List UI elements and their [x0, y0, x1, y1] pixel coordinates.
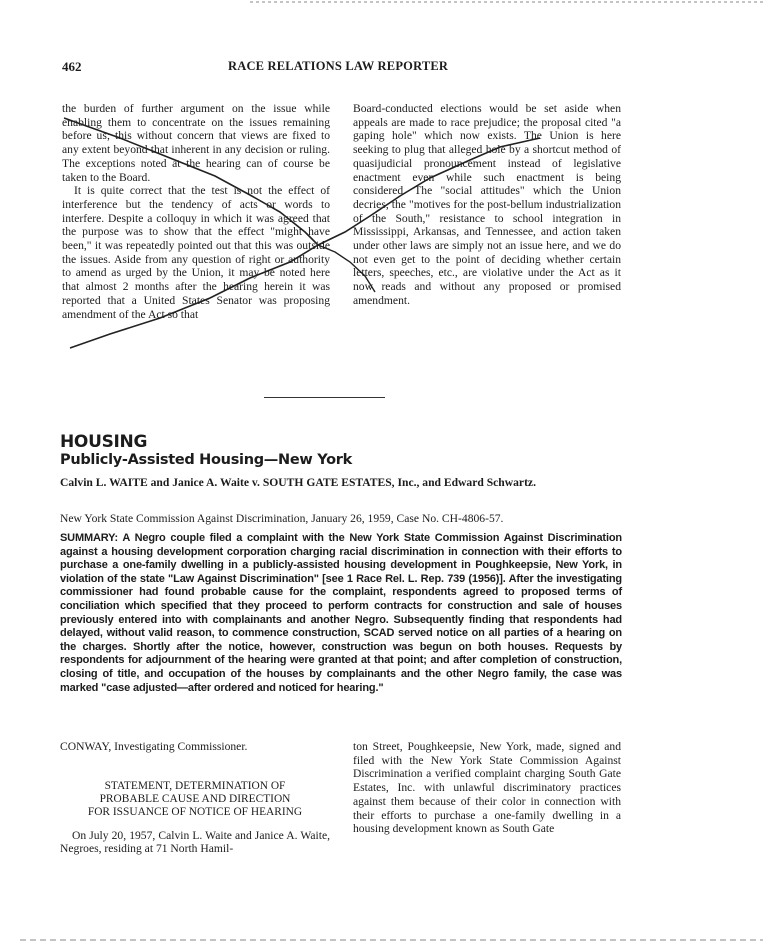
heading-line: FOR ISSUANCE OF NOTICE OF HEARING [87, 805, 303, 818]
section-subtitle: Publicly-Assisted Housing—New York [60, 452, 352, 468]
paragraph: the burden of further argument on the issue while enabling them to concentrate on the issues remaining before us; this without concern that views are fixed to any extent beyond that inherent in any decision or ruling. The exceptions noted at the hearing can of course be taken to the Board. [62, 102, 330, 184]
top-right-column [353, 102, 621, 308]
running-title: RACE RELATIONS LAW REPORTER [228, 59, 449, 73]
commission-line: New York State Commission Against Discrimination, January 26, 1959, Case No. CH-4806-57. [60, 512, 504, 525]
heading-line: STATEMENT, DETERMINATION OF [104, 779, 286, 792]
paragraph: On July 20, 1957, Calvin L. Waite and Janice A. Waite, Negroes, residing at 71 North Hamil- [60, 828, 330, 856]
heading-line: PROBABLE CAUSE AND DIRECTION [99, 792, 291, 805]
section-divider [264, 397, 385, 398]
case-caption: Calvin L. WAITE and Janice A. Waite v. SOUTH GATE ESTATES, Inc., and Edward Schwartz. [60, 476, 536, 489]
bottom-right-column [353, 740, 621, 836]
page-number: 462 [62, 59, 82, 74]
statement-heading [60, 780, 330, 819]
case-summary: SUMMARY: A Negro couple filed a complaint with the New York State Commission Against Discrimination against a housing development corporation charging racial discrimination in connection with their efforts to purchase a one-family dwelling in a publicly-assisted housing development in Poughkeepsie, New York, in violation of the state "Law Against Discrimination" [see 1 Race Rel. L. Rep. 739 (1956)]. After the investigating commissioner had found probable cause for the complaint, respondents agreed to proposed terms of conciliation which specified that they proceed to perform contracts for construction and sale of houses previously entered into with complainants and another Negro. Subsequently finding that respondents had delayed, without valid reason, to commence construction, SCAD served notice on all parties of a hearing on the charges. Shortly after the notice, however, construction was begun on both houses. Requests by respondents for adjournment of the hearing were granted at that point; and after completion of construction, closing of title, and occupation of the houses by complainants and the other Negro family, the case was marked "case adjusted—after ordered and noticed for hearing." [60, 532, 622, 694]
paragraph: It is quite correct that the test is not the effect of interference but the tendency of acts or words to interfere. Despite a colloquy in which it was agreed that the purpose was to show that the effect "might have been," it was repeatedly pointed out that this was outside the issues. Aside from any question of right or authority to amend as urged by the Union, it may be noted here that almost 2 months after the hearing herein it was reported that a United States Senator was proposing amendment of the Act so that [62, 184, 330, 321]
top-left-column [62, 102, 330, 321]
paragraph: Board-conducted elections would be set aside when appeals are made to race prejudice; the proposal cited "a gaping hole" which now exists. The Union is here seeking to plug that alleged hole by a shortcut method of quasijudicial pronouncement instead of legislative enactment even while such enactment is being considered. The "social attitudes" which the Union decries, the "motives for the post-bellum industrialization of the South," resistance to school integration in Mississippi, Arkansas, and Tennessee, and action taken under other laws are simply not an issue here, and we do not even get to the point of deciding whether certain letters, speeches, etc., are violative under the Act as it now reads and without any proposed or promised amendment. [353, 102, 621, 307]
section-title: HOUSING [60, 432, 148, 452]
commissioner-line: CONWAY, Investigating Commissioner. [60, 740, 248, 753]
paragraph: ton Street, Poughkeepsie, New York, made, signed and filed with the New York State Commission Against Discrimination a verified complaint charging South Gate Estates, Inc. with unlawful discriminatory practices against them because of their color in connection with their efforts to purchase a one-family dwelling in a housing development known as South Gate [353, 740, 621, 836]
bottom-left-column [60, 740, 330, 856]
